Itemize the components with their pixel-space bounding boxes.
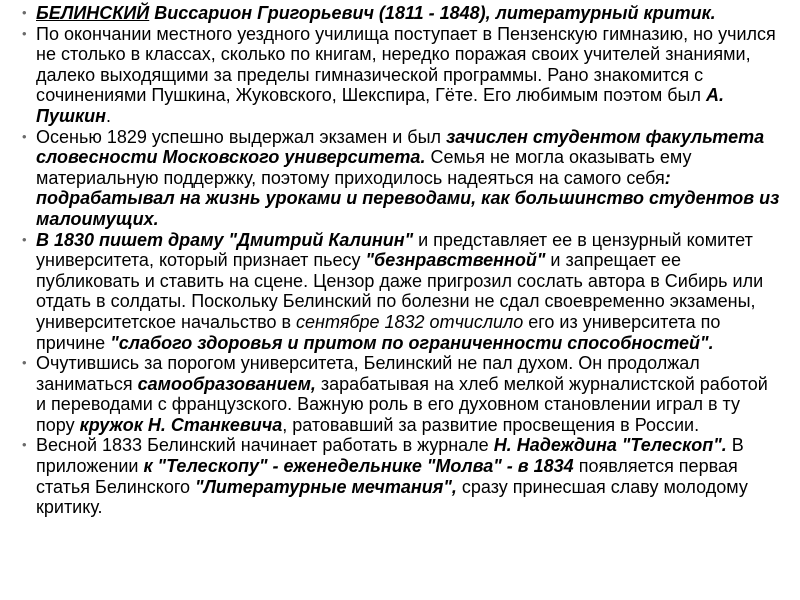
paragraph-telescope <box>22 435 782 517</box>
text-run: и представляет ее в цензурный комитет университета, который признает пьесу <box>36 229 753 271</box>
text-run: Очутившись за порогом университета, Белинский не пал духом. Он продолжал заниматься <box>36 353 700 394</box>
bullet-list <box>22 3 782 518</box>
paragraph-text <box>36 435 748 517</box>
paragraph-text <box>36 3 716 23</box>
text-run: появляется первая статья Белинского <box>36 456 738 497</box>
bullet-icon: • <box>22 231 27 247</box>
bullet-icon: • <box>22 355 27 371</box>
text-run: самообразованием, <box>137 373 316 394</box>
paragraph-title <box>22 3 782 24</box>
text-run: зарабатывая на хлеб мелкой журналистской работой и переводами с французского. Важную роль в его духовном становлении играл в ту пору <box>36 373 768 435</box>
paragraph-text <box>36 230 763 353</box>
paragraph-self-education <box>22 353 782 435</box>
text-run: кружок Н. Станкевича <box>79 414 283 435</box>
text-run: зачислен студентом факультета словесности Московского университета. <box>36 126 765 168</box>
text-run: его из университета по причине <box>36 311 721 353</box>
text-run: В 1830 пишет драму "Дмитрий Калинин" <box>36 229 414 250</box>
text-run: сразу принесшая славу молодому критику. <box>36 476 748 518</box>
paragraph-text <box>36 24 776 126</box>
text-run: По окончании местного уездного училища поступает в Пензенскую гимназию, но учился не столько в классах, сколько по книгам, нередко поражая своих учителей знаниями, далеко выходящими за пределы гимназической программы. Рано знакомится с сочинениями Пушкина, Жуковского, Шекспира, Гёте. Его любимым поэтом был <box>36 23 776 106</box>
text-run: "безнравственной" <box>365 250 546 271</box>
text-run: Виссарион Григорьевич (1811 - 1848), литературный критик. <box>149 3 716 23</box>
text-run: В приложении <box>36 435 744 477</box>
text-run: : подрабатывал на жизнь уроками и переводами, как большинство студентов из малоимущих. <box>36 167 780 229</box>
text-run: А. Пушкин <box>36 85 724 126</box>
text-run: "слабого здоровья и притом по ограниченности способностей". <box>110 332 714 353</box>
text-run: Осенью 1829 успешно выдержал экзамен и был <box>36 126 447 147</box>
bullet-icon: • <box>22 437 27 453</box>
bullet-icon: • <box>22 25 27 41</box>
text-run: Семья не могла оказывать ему материальную поддержку, поэтому приходилось надеяться на самого себя <box>36 147 692 188</box>
bullet-icon: • <box>22 128 27 144</box>
text-run: БЕЛИНСКИЙ <box>36 3 150 23</box>
text-run: Весной 1833 Белинский начинает работать в журнале <box>36 435 494 456</box>
paragraph-text <box>36 353 768 435</box>
text-run: , ратовавший за развитие просвещения в России. <box>282 414 700 435</box>
paragraph-university <box>22 127 782 230</box>
text-run: . <box>105 105 111 126</box>
text-run: "Литературные мечтания", <box>195 476 457 497</box>
paragraph-drama <box>22 230 782 354</box>
text-run: и запрещает ее публиковать и ставить на сцене. Цензор даже пригрозил сослать автора в Сибирь или отдать в солдаты. Поскольку Белинский по болезни не сдал своевременно экзамены, университетское начальство в <box>36 250 764 332</box>
paragraph-education <box>22 24 782 127</box>
text-run: Н. Надеждина "Телескоп". <box>493 435 727 456</box>
bullet-icon: • <box>22 5 27 20</box>
text-run: к "Телескопу" - еженедельнике "Молва" - в 1834 <box>143 456 574 477</box>
text-run: сентябре 1832 отчислило <box>296 311 524 332</box>
paragraph-text <box>36 127 779 229</box>
